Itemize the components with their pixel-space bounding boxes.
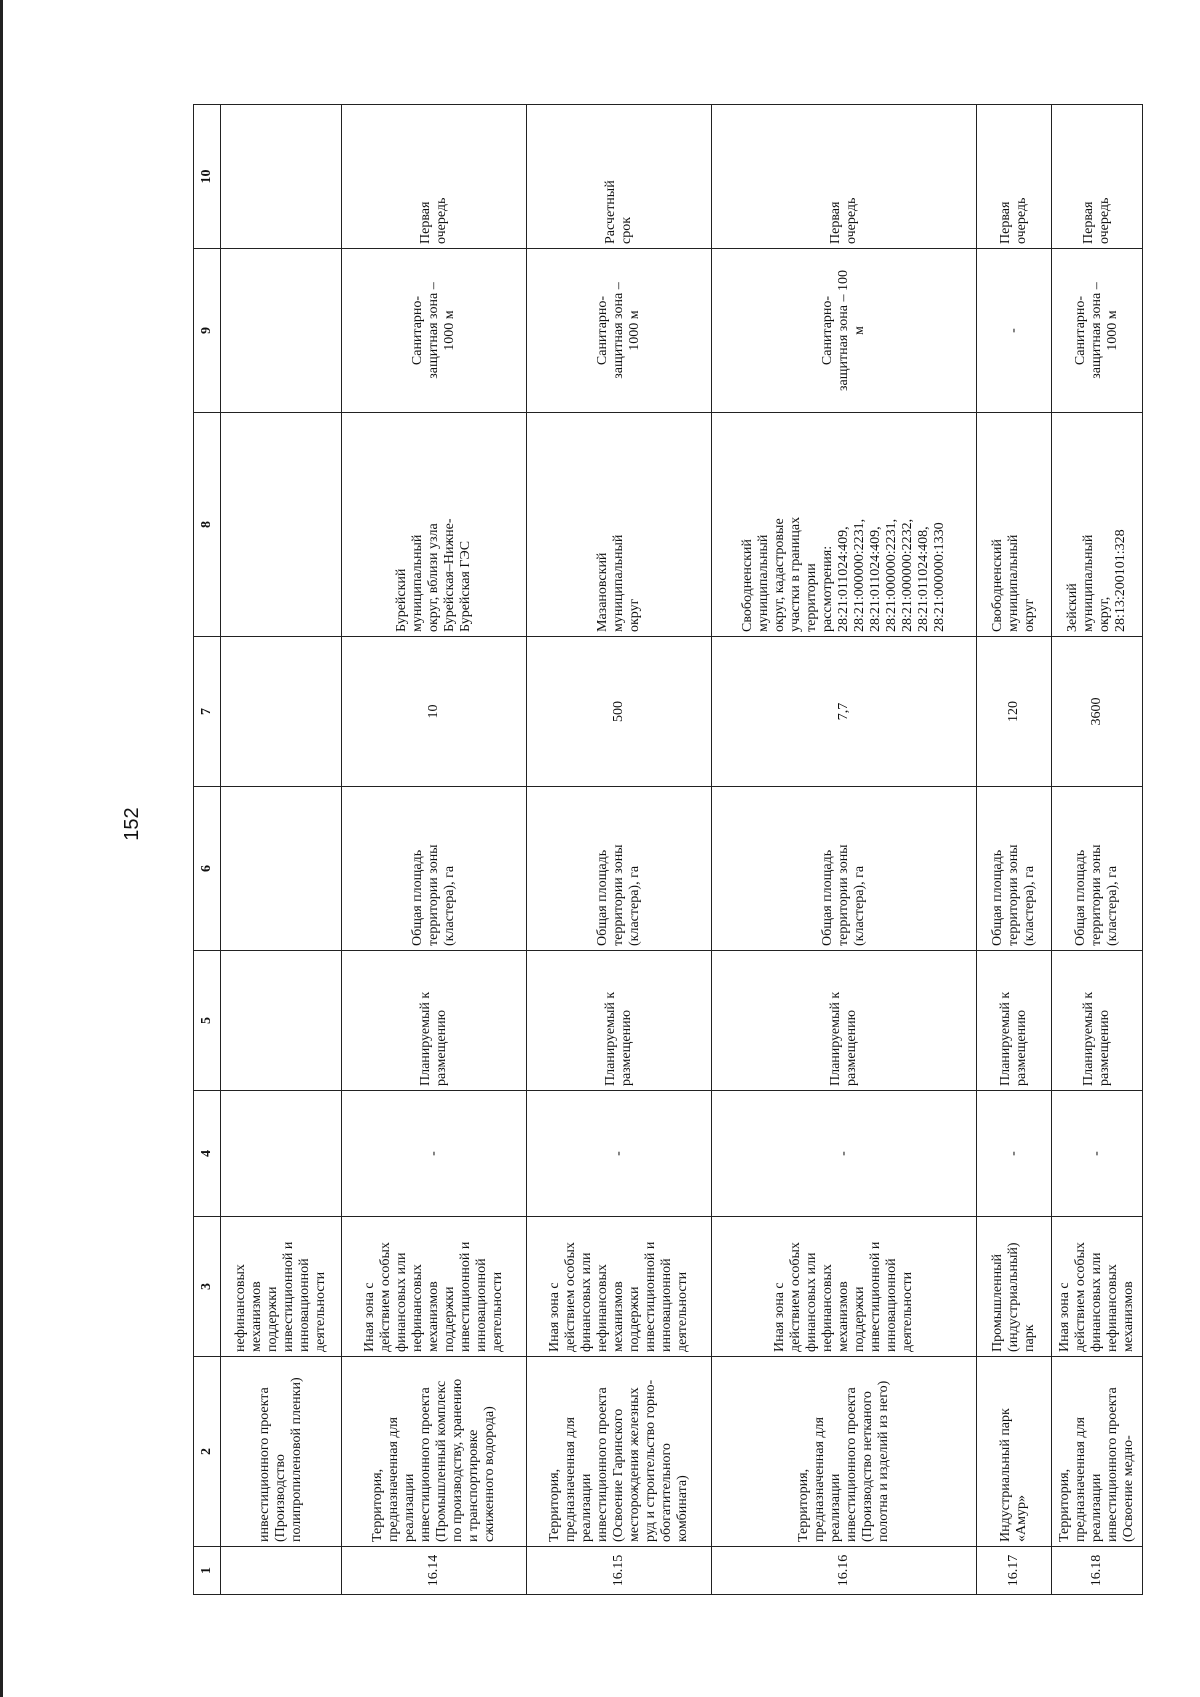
empty-cell — [221, 637, 342, 787]
header-cell: 2 — [194, 1357, 221, 1547]
status-cell: Планируемый к размещению — [342, 951, 527, 1091]
zone-type-cell: Иная зона с действием особых финансовых или нефинансовых механизмов поддержки инвестиционной и инновационной деятельности — [712, 1217, 976, 1357]
empty-cell — [221, 787, 342, 951]
stage-cell: Первая очередь — [342, 105, 527, 249]
location-cell: Свободненский муниципальный округ, кадастровые участки в границах территории рассмотрения: 28:21:011024:409, 28:21:000000:2231, 28:21:011024:409, 28:21:000000:2231, 28:21:000000:2232, 28:21:011024:408, 28:21:000000:1330 — [712, 413, 976, 637]
page-left-edge — [0, 0, 3, 1697]
protection-zone-cell: Санитарно- защитная зона – 100 м — [712, 249, 976, 413]
zone-type-cell: Иная зона с действием особых финансовых или нефинансовых механизмов поддержки инвестиционной и инновационной деятельности — [527, 1217, 712, 1357]
header-cell: 10 — [194, 105, 221, 249]
header-row — [194, 105, 221, 1595]
status-cell: Планируемый к размещению — [976, 951, 1051, 1091]
empty-cell — [221, 105, 342, 249]
empty-cell — [221, 249, 342, 413]
location-cell: Бурейский муниципальный округ, вблизи узла Бурейская–Нижне- Бурейская ГЭС — [342, 413, 527, 637]
value-cell: 120 — [976, 637, 1051, 787]
header-cell: 5 — [194, 951, 221, 1091]
parameter-cell: Общая площадь территории зоны (кластера), га — [527, 787, 712, 951]
location-cell: Свободненский муниципальный округ — [976, 413, 1051, 637]
stage-cell: Первая очередь — [1051, 105, 1143, 249]
column-4-cell: - — [527, 1091, 712, 1217]
value-cell: 7,7 — [712, 637, 976, 787]
stage-cell: Первая очередь — [976, 105, 1051, 249]
table-row — [1051, 105, 1143, 1595]
header-cell: 6 — [194, 787, 221, 951]
empty-cell — [221, 413, 342, 637]
object-name-cell: Территория, предназначенная для реализации инвестиционного проекта (Производство нетканого полотна и изделий из него) — [712, 1357, 976, 1547]
status-cell: Планируемый к размещению — [1051, 951, 1143, 1091]
table-row — [527, 105, 712, 1595]
protection-zone-cell: - — [976, 249, 1051, 413]
row-number-cell: 16.15 — [527, 1547, 712, 1595]
zone-type-cell: Иная зона с действием особых финансовых или нефинансовых механизмов — [1051, 1217, 1143, 1357]
row-number-cell: 16.18 — [1051, 1547, 1143, 1595]
parameter-cell: Общая площадь территории зоны (кластера), га — [976, 787, 1051, 951]
protection-zone-cell: Санитарно- защитная зона – 1000 м — [1051, 249, 1143, 413]
protection-zone-cell: Санитарно- защитная зона – 1000 м — [342, 249, 527, 413]
location-cell: Мазановский муниципальный округ — [527, 413, 712, 637]
column-4-cell: - — [976, 1091, 1051, 1217]
parameter-cell: Общая площадь территории зоны (кластера), га — [1051, 787, 1143, 951]
header-cell: 7 — [194, 637, 221, 787]
value-cell: 10 — [342, 637, 527, 787]
column-4-cell: - — [342, 1091, 527, 1217]
rotated-page-content — [193, 105, 1143, 1595]
header-cell: 9 — [194, 249, 221, 413]
protection-zone-cell: Санитарно- защитная зона – 1000 м — [527, 249, 712, 413]
status-cell: Планируемый к размещению — [712, 951, 976, 1091]
page-number: 152 — [121, 807, 143, 841]
status-cell: Планируемый к размещению — [527, 951, 712, 1091]
object-name-cell: Территория, предназначенная для реализации инвестиционного проекта (Промышленный комплекс по производству, хранению и транспортировке сжиженного водорода) — [342, 1357, 527, 1547]
stage-cell: Расчетный срок — [527, 105, 712, 249]
zone-type-cell: Промышленный (индустриальный) парк — [976, 1217, 1051, 1357]
table-row — [712, 105, 976, 1595]
column-4-cell: - — [1051, 1091, 1143, 1217]
zone-type-cell: нефинансовых механизмов поддержки инвестиционной и инновационной деятельности — [221, 1217, 342, 1357]
parameter-cell: Общая площадь территории зоны (кластера), га — [342, 787, 527, 951]
value-cell: 3600 — [1051, 637, 1143, 787]
column-4-cell: - — [712, 1091, 976, 1217]
table-row — [342, 105, 527, 1595]
object-name-cell: инвестиционного проекта (Производство полипропиленовой пленки) — [221, 1357, 342, 1547]
value-cell: 500 — [527, 637, 712, 787]
empty-cell — [221, 951, 342, 1091]
object-name-cell: Территория, предназначенная для реализации инвестиционного проекта (Освоение медно- — [1051, 1357, 1143, 1547]
header-cell: 1 — [194, 1547, 221, 1595]
header-cell: 8 — [194, 413, 221, 637]
row-number-cell: 16.16 — [712, 1547, 976, 1595]
table-row — [976, 105, 1051, 1595]
object-name-cell: Индустриальный парк «Амур» — [976, 1357, 1051, 1547]
table-row-continuation — [221, 105, 342, 1595]
object-name-cell: Территория, предназначенная для реализации инвестиционного проекта (Освоение Гаринского месторождения железных руд и строительство горно- обогатительного комбината) — [527, 1357, 712, 1547]
row-number-cell: 16.14 — [342, 1547, 527, 1595]
zone-type-cell: Иная зона с действием особых финансовых или нефинансовых механизмов поддержки инвестиционной и инновационной деятельности — [342, 1217, 527, 1357]
parameter-cell: Общая площадь территории зоны (кластера), га — [712, 787, 976, 951]
row-number-cell: 16.17 — [976, 1547, 1051, 1595]
empty-cell — [221, 1091, 342, 1217]
header-cell: 4 — [194, 1091, 221, 1217]
header-cell: 3 — [194, 1217, 221, 1357]
empty-cell — [221, 1547, 342, 1595]
location-cell: Зейский муниципальный округ, 28:13:200101:328 — [1051, 413, 1143, 637]
planning-table — [193, 104, 1143, 1595]
stage-cell: Первая очередь — [712, 105, 976, 249]
